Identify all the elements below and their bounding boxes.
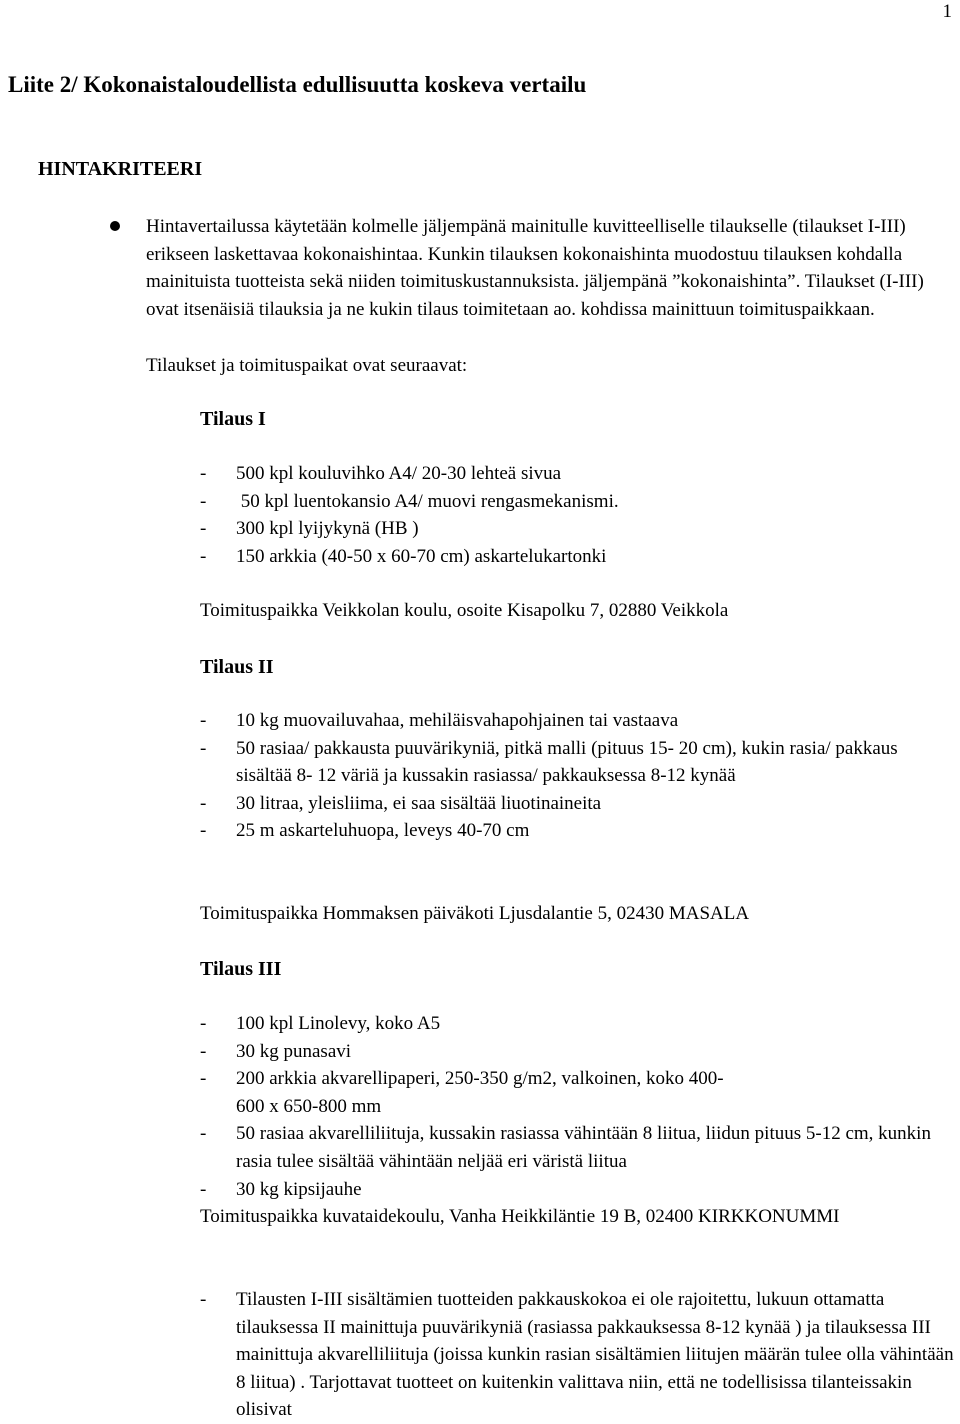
list-item: - 25 m askarteluhuopa, leveys 40-70 cm xyxy=(200,820,530,842)
list-item: - 30 kg punasavi xyxy=(200,1040,352,1062)
order-2-items xyxy=(200,707,940,845)
document-title: Liite 2/ Kokonaistaloudellista edullisuutta koskeva vertailu xyxy=(8,72,587,97)
list-item: - 50 kpl luentokansio A4/ muovi rengasmekanismi. xyxy=(200,490,619,512)
final-note-list xyxy=(200,1286,960,1424)
bullet-icon xyxy=(110,221,120,231)
list-item: - 300 kpl lyijykynä (HB ) xyxy=(200,518,419,540)
intro-last-line: Tilaukset ja toimituspaikat ovat seuraavat: xyxy=(146,355,468,376)
list-item: - 100 kpl Linolevy, koko A5 xyxy=(200,1013,441,1034)
list-item: - 50 rasiaa akvarelliliituja, kussakin rasiassa vähintään 8 liitua, liidun pituus 5-12 cm, kunkin rasia tulee sisältää vähintään neljää eri väristä liitua xyxy=(200,1123,931,1172)
list-item: - 50 rasiaa/ pakkausta puuvärikyniä, pitkä malli (pituus 15- 20 cm), kukin rasia/ pakkaus sisältää 8- 12 väriä ja kussakin rasiassa/ pakkauksessa 8-12 kynää xyxy=(200,737,898,787)
list-item: - 10 kg muovailuvahaa, mehiläisvahapohjainen tai vastaava xyxy=(200,710,679,731)
order-2-delivery: Toimituspaikka Hommaksen päiväkoti Ljusdalantie 5, 02430 MASALA xyxy=(200,903,750,924)
final-note: Tilausten I-III sisältämien tuotteiden pakkauskokoa ei ole rajoitettu, lukuun ottamatta tilauksessa II mainittuja puuvärikyniä (rasiassa pakkauksessa 8-12 kynää ) ja tilauksessa III mainittuja akvarelliliituja (joissa kunkin rasian sisältämien liitujen määrän tulee olla vähintään 8 liitua) . Tarjottavat tuotteet on kuitenkin valittava niin, että ne todellisissa tilanteissakin olisivat xyxy=(236,1289,954,1421)
order-3-items xyxy=(200,1010,940,1203)
section-heading: HINTAKRITEERI xyxy=(38,158,203,180)
order-1-items xyxy=(200,460,960,570)
order-1-title: Tilaus I xyxy=(200,408,266,430)
list-item: - Tilausten I-III sisältämien tuotteiden pakkauskokoa ei ole rajoitettu, lukuun ottamatta tilauksessa II mainittuja puuvärikyniä (rasiassa pakkauksessa 8-12 kynää ) ja tilauksessa III mainittuja akvarelliliituja (joissa kunkin rasian sisältämien liitujen määrän tulee olla vähintään 8 liitua) . Tarjottavat tuotteet on kuitenkin valittava niin, että ne todellisissa tilanteissakin olisivat xyxy=(200,1289,954,1421)
list-item: - 500 kpl kouluvihko A4/ 20-30 lehteä sivua xyxy=(200,463,562,484)
order-3-title: Tilaus III xyxy=(200,958,282,980)
list-item: - 30 kg kipsijauhe xyxy=(200,1178,362,1200)
order-1-delivery: Toimituspaikka Veikkolan koulu, osoite Kisapolku 7, 02880 Veikkola xyxy=(200,600,729,621)
list-item: - 150 arkkia (40-50 x 60-70 cm) askartelukartonki xyxy=(200,545,607,567)
order-3-delivery: Toimituspaikka kuvataidekoulu, Vanha Heikkiläntie 19 B, 02400 KIRKKONUMMI xyxy=(200,1206,840,1227)
intro-paragraph: Hintavertailussa käytetään kolmelle jäljempänä mainitulle kuvitteelliselle tilaukselle (tilaukset I-III) erikseen laskettavaa kokonaishintaa. Kunkin tilauksen kokonaishinta muodostuu tilauksen kohdalla mainituista tuotteista sekä niiden toimituskustannuksista. jäljempänä ”kokonaishinta”. Tilaukset (I-III) ovat itsenäisiä tilauksia ja ne kukin tilaus toimitetaan ao. kohdissa mainittuun toimituspaikkaan. xyxy=(146,216,924,320)
list-item: - 30 litraa, yleisliima, ei saa sisältää liuotinaineita xyxy=(200,792,602,814)
list-item: - 200 arkkia akvarellipaperi, 250-350 g/m2, valkoinen, koko 400-600 x 650-800 mm xyxy=(200,1068,724,1117)
order-2-title: Tilaus II xyxy=(200,656,274,678)
page-number: 1 xyxy=(942,1,952,22)
